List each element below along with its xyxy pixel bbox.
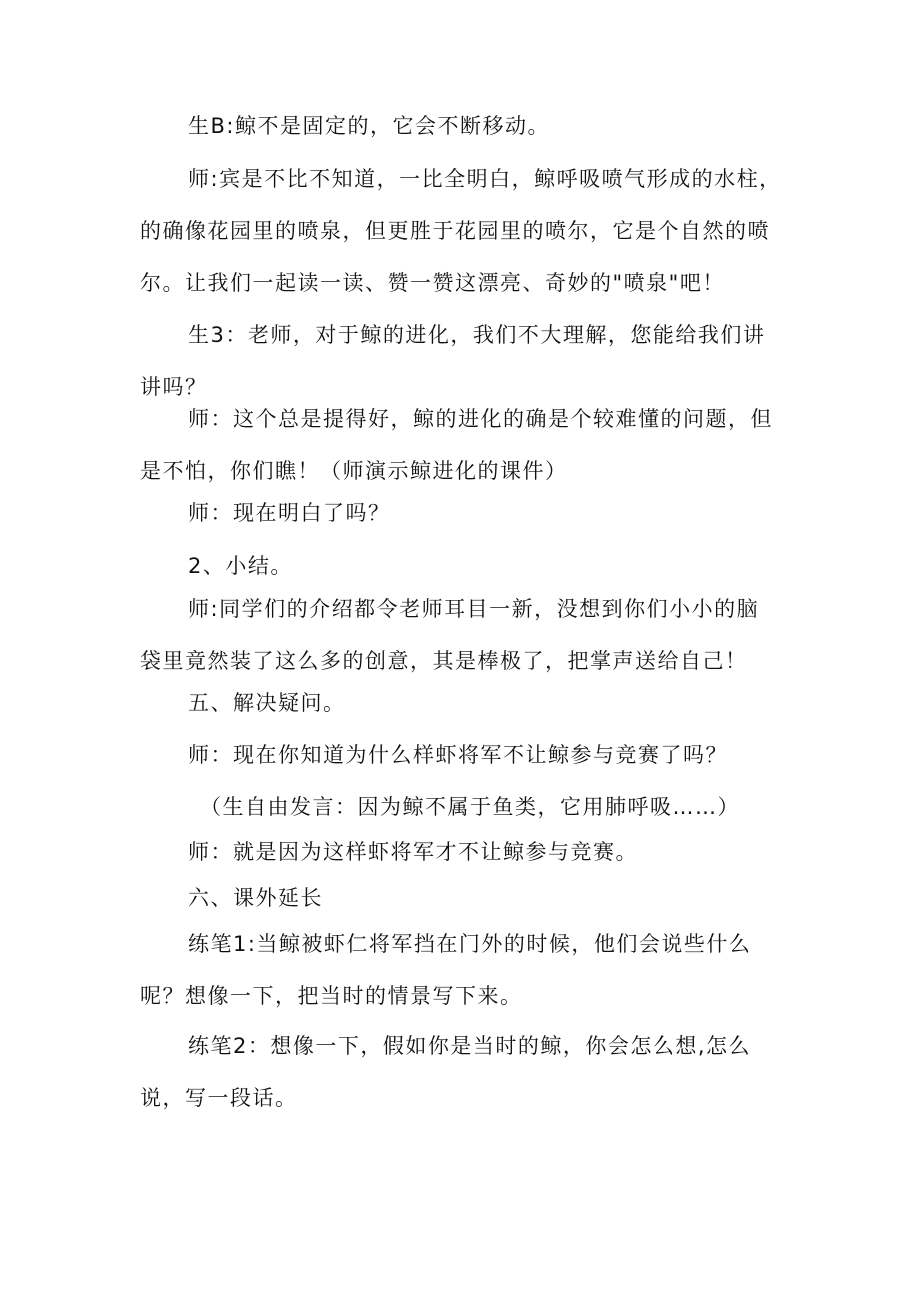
text-line: 尔。让我们一起读一读、赞一赞这漂亮、奇妙的"喷泉"吧！ (140, 271, 725, 295)
text-line: 生B:鲸不是固定的，它会不断移动。 (188, 114, 550, 138)
text-line: 袋里竟然装了这么多的创意，其是棒极了，把掌声送给自己！ (140, 649, 748, 673)
text-line: 呢？想像一下，把当时的情景写下来。 (140, 984, 523, 1008)
text-line: 说，写一段话。 (140, 1086, 298, 1110)
paragraph-exercise-1 (140, 922, 790, 1019)
paragraph-teacher-fountain (140, 157, 790, 306)
paragraph-teacher-question (188, 733, 838, 778)
paragraph-student-answer (200, 785, 850, 830)
text-line: （生自由发言：因为鲸不属于鱼类，它用肺呼吸……） (200, 795, 740, 819)
text-line: 讲吗？ (140, 375, 208, 399)
section-heading-resolve-questions (188, 681, 838, 726)
section-heading-summary (188, 544, 838, 589)
paragraph-teacher-understand (188, 491, 838, 536)
text-line: 练笔1:当鲸被虾仁将军挡在门外的时候，他们会说些什么 (188, 932, 752, 956)
section-heading-extension (188, 876, 838, 921)
text-line: 六、课外延长 (188, 886, 323, 910)
text-line: 师:宾是不比不知道，一比全明白，鲸呼吸喷气形成的水柱， (188, 167, 782, 191)
paragraph-teacher-conclusion (188, 830, 838, 875)
paragraph-teacher-evolution (140, 397, 790, 494)
text-line: 师:同学们的介绍都令老师耳目一新，没想到你们小小的脑 (188, 597, 760, 621)
paragraph-teacher-praise (140, 587, 790, 684)
text-line: 生3：老师，对于鲸的进化，我们不大理解，您能给我们讲 (188, 323, 766, 347)
text-line: 师：现在你知道为什么样虾将军不让鲸参与竞赛了吗？ (188, 743, 728, 767)
paragraph-student-3 (140, 313, 790, 410)
paragraph-student-b (188, 104, 838, 149)
paragraph-exercise-2 (140, 1024, 790, 1121)
text-line: 练笔2：想像一下，假如你是当时的鲸，你会怎么想,怎么 (188, 1034, 752, 1058)
text-line: 师：就是因为这样虾将军才不让鲸参与竞赛。 (188, 840, 638, 864)
text-line: 2、小结。 (188, 554, 293, 578)
text-line: 师：这个总是提得好，鲸的进化的确是个较难懂的问题，但 (188, 407, 773, 431)
text-line: 的确像花园里的喷泉，但更胜于花园里的喷尔，它是个自然的喷 (140, 219, 770, 243)
text-line: 师：现在明白了吗？ (188, 501, 391, 525)
text-line: 是不怕，你们瞧！（师演示鲸进化的课件） (140, 459, 568, 483)
text-line: 五、解决疑问。 (188, 691, 346, 715)
